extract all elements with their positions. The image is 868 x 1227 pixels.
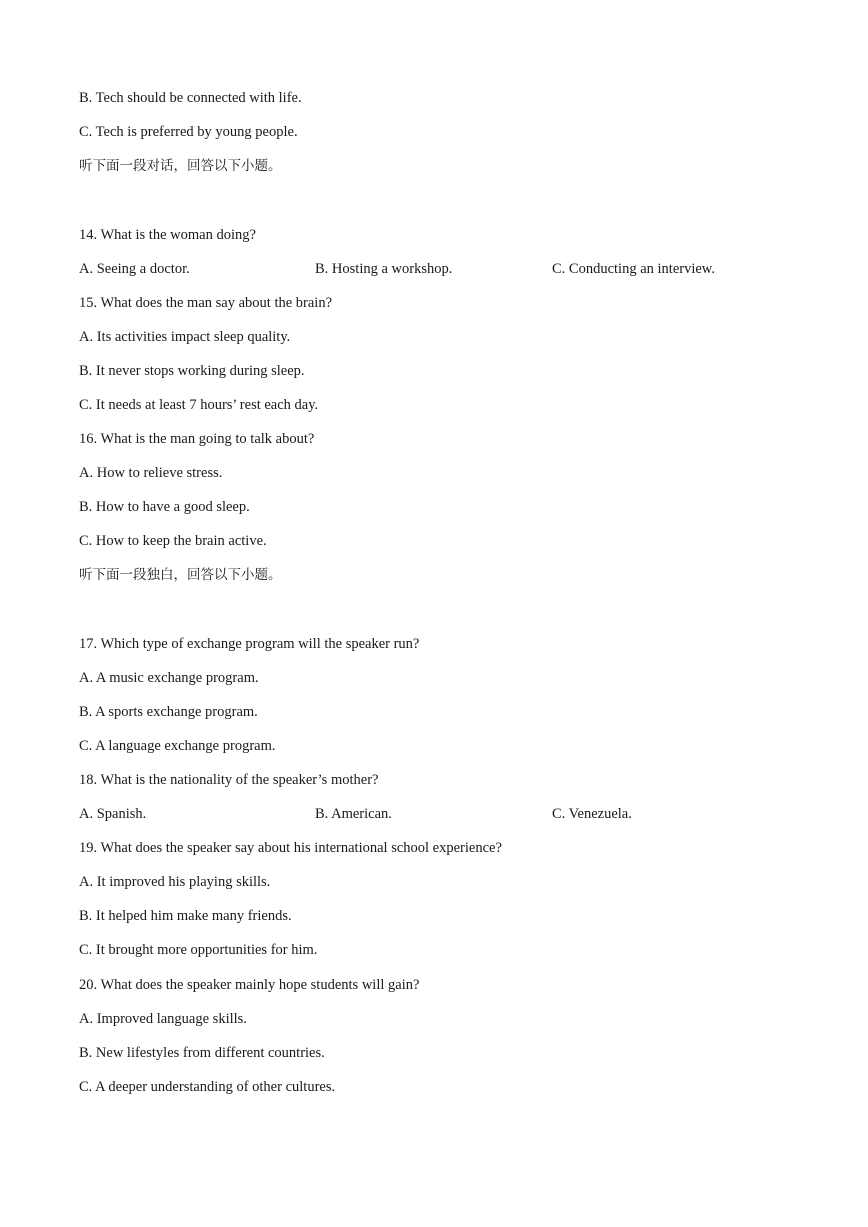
q19-option-c: C. It brought more opportunities for him. [79,942,318,958]
q16-option-b: B. How to have a good sleep. [79,499,250,515]
q17-option-b: B. A sports exchange program. [79,704,258,720]
q18-question: 18. What is the nationality of the speaker’s mother? [79,772,379,788]
q20-option-a: A. Improved language skills. [79,1011,247,1027]
q13-option-c: C. Tech is preferred by young people. [79,124,298,140]
q16-option-c: C. How to keep the brain active. [79,533,267,549]
q15-option-c: C. It needs at least 7 hours’ rest each day. [79,397,319,413]
q14-option-c: C. Conducting an interview. [552,261,715,277]
q18-option-a: A. Spanish. [79,806,147,822]
q19-option-a: A. It improved his playing skills. [79,874,271,890]
q14-question: 14. What is the woman doing? [79,227,256,243]
q19-option-b: B. It helped him make many friends. [79,908,292,924]
q17-option-a: A. A music exchange program. [79,670,259,686]
q14-options [79,260,839,278]
q18-option-c: C. Venezuela. [552,806,632,822]
instruction-dialogue: 听下面一段对话，回答以下小题。 [79,158,282,174]
q15-question: 15. What does the man say about the brain? [79,295,333,311]
q16-option-a: A. How to relieve stress. [79,465,223,481]
q16-question: 16. What is the man going to talk about? [79,431,315,447]
q14-option-a: A. Seeing a doctor. [79,261,190,277]
instruction-monologue: 听下面一段独白，回答以下小题。 [79,567,282,583]
q17-option-c: C. A language exchange program. [79,738,276,754]
q19-question: 19. What does the speaker say about his international school experience? [79,840,502,856]
q18-option-b: B. American. [315,806,392,822]
q20-option-b: B. New lifestyles from different countries. [79,1045,325,1061]
q15-option-a: A. Its activities impact sleep quality. [79,329,291,345]
q15-option-b: B. It never stops working during sleep. [79,363,305,379]
q13-option-b: B. Tech should be connected with life. [79,90,302,106]
q18-options [79,805,839,823]
q20-option-c: C. A deeper understanding of other cultures. [79,1079,336,1095]
q17-question: 17. Which type of exchange program will the speaker run? [79,636,420,652]
q20-question: 20. What does the speaker mainly hope students will gain? [79,977,420,993]
q14-option-b: B. Hosting a workshop. [315,261,453,277]
